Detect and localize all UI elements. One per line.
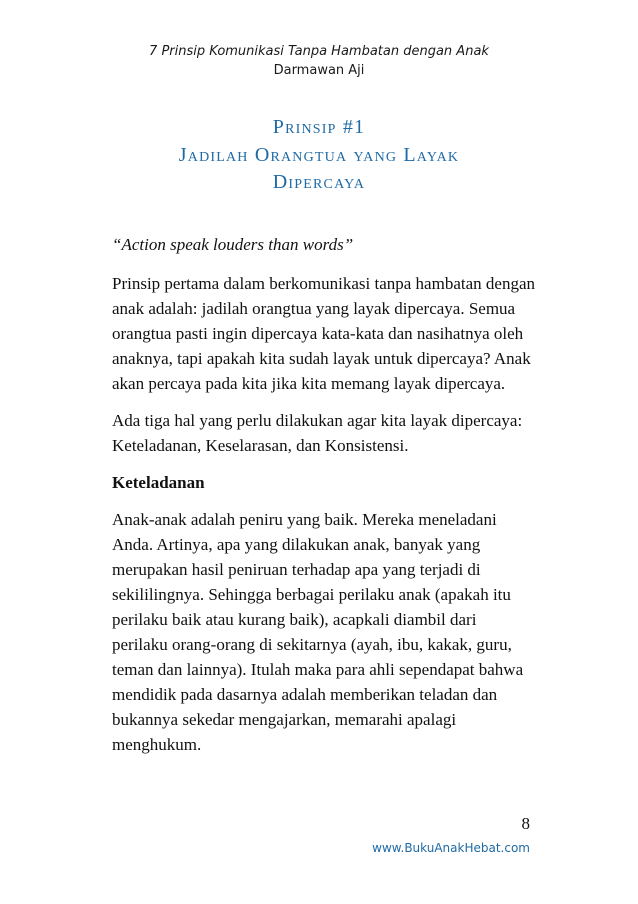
footer-url-link[interactable]: www.BukuAnakHebat.com	[372, 841, 530, 855]
running-header	[0, 42, 638, 80]
chapter-title-line-1: Prinsip #1	[272, 116, 366, 138]
epigraph-quote: “Action speak louders than words”	[112, 235, 354, 254]
paragraph-keteladanan: Anak-anak adalah peniru yang baik. Mereka meneladani Anda. Artinya, apa yang dilakukan anak, banyak yang merupakan hasil peniruan terhadap apa yang terjadi di sekililingnya. Sehingga berbagai perilaku anak (apakah itu perilaku baik atau kurang baik), acapkali diambil dari perilaku orang-orang di sekitarnya (ayah, ibu, kakak, guru, teman dan lainnya). Itulah maka para ahli sependapat bahwa mendidik pada dasarnya adalah memberikan teladan dan bukannya sekedar mengajarkan, memarahi apalagi menghukum.	[112, 510, 524, 754]
page-number: 8	[521, 814, 530, 833]
book-title: 7 Prinsip Komunikasi Tanpa Hambatan dengan Anak	[149, 44, 489, 59]
chapter-title-line-3: Dipercaya	[272, 171, 366, 193]
author-name: Darmawan Aji	[273, 63, 365, 78]
chapter-title-line-2: Jadilah Orangtua yang Layak	[178, 144, 460, 166]
section-heading: Keteladanan	[112, 473, 205, 492]
paragraph-three-things: Ada tiga hal yang perlu dilakukan agar kita layak dipercaya: Keteladanan, Keselarasan, dan Konsistensi.	[112, 411, 523, 455]
body-text	[112, 232, 536, 769]
chapter-title	[0, 114, 638, 196]
paragraph-intro: Prinsip pertama dalam berkomunikasi tanpa hambatan dengan anak adalah: jadilah orangtua yang layak dipercaya. Semua orangtua pasti ingin dipercaya kata-kata dan nasihatnya oleh anaknya, tapi apakah kita sudah layak untuk dipercaya? Anak akan percaya pada kita jika kita memang layak dipercaya.	[112, 274, 535, 393]
